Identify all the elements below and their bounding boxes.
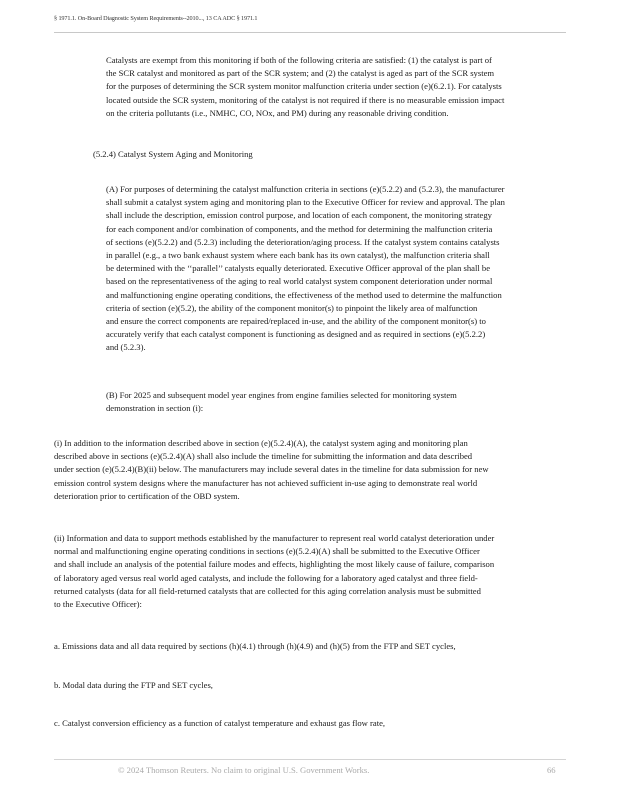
- list-item-a: a. Emissions data and all data required by sections (h)(4.1) through (h)(4.9) and (h)(5) from the FTP and SET cycles,: [54, 641, 456, 651]
- text-line: for the purposes of determining the SCR system monitor malfunction criteria under section (e)(6.2.1). For catalysts: [106, 81, 502, 92]
- text-line: to the Executive Officer):: [54, 599, 142, 610]
- text-line: and malfunctioning engine operating conditions, the effectiveness of the method used to determine the malfunction: [106, 289, 502, 300]
- text-line: shall include the description, emission control purpose, and location of each component, the monitoring strategy: [106, 210, 492, 221]
- text-line: (i) In addition to the information described above in section (e)(5.2.4)(A), the catalyst system aging and monitoring plan: [54, 438, 468, 448]
- page-number: 66: [547, 765, 556, 775]
- text-line: (B) For 2025 and subsequent model year engines from engine families selected for monitoring system: [106, 390, 457, 400]
- text-line: located outside the SCR system, monitoring of the catalyst is not required if there is no measurable emission impact: [106, 94, 505, 105]
- text-line: of laboratory aged versus real world aged catalysts, and include the following for a laboratory aged catalyst and three field-: [54, 572, 478, 583]
- text-line: criteria of section (e)(5.2), the ability of the component monitor(s) to pinpoint the likely area of malfunction: [106, 302, 478, 313]
- paragraph-aging-plan: [106, 183, 505, 355]
- text-line: and ensure the correct components are repaired/replaced in-use, and the ability of the component monitor(s) to: [106, 316, 486, 327]
- text-line: on the criteria pollutants (i.e., NMHC, CO, NOx, and PM) during any reasonable driving condition.: [106, 107, 449, 118]
- text-line: based on the representativeness of the aging to real world catalyst system component deterioration under normal: [106, 276, 493, 287]
- text-line: emission control system designs where the manufacturer has not achieved sufficient in-use aging to demonstrate real world: [54, 477, 478, 488]
- paragraph-2025-engines: [106, 389, 457, 415]
- list-item-b: b. Modal data during the FTP and SET cycles,: [54, 680, 213, 690]
- text-line: and shall include an analysis of the potential failure modes and effects, highlighting the most likely cause of failure, comparison: [54, 559, 495, 570]
- paragraph-catalyst-exemption: [106, 54, 504, 120]
- text-line: (A) For purposes of determining the catalyst malfunction criteria in sections (e)(5.2.2) and (5.2.3), the manufacturer: [106, 184, 505, 194]
- paragraph-item-i: [54, 437, 489, 503]
- text-line: for each component and/or combination of components, and the method for determining the malfunction criteria: [106, 223, 493, 234]
- text-line: demonstration in section (i):: [106, 403, 204, 414]
- text-line: shall submit a catalyst system aging and monitoring plan to the Executive Officer for review and approval. The plan: [106, 197, 505, 208]
- footer-divider: [54, 759, 566, 760]
- running-header: § 1971.1. On-Board Diagnostic System Requirements--2010..., 13 CA ADC § 1971.1: [54, 15, 258, 22]
- text-line: under section (e)(5.2.4)(B)(ii) below. The manufacturers may include several dates in the timeline for data submission for new: [54, 464, 489, 475]
- footer-copyright: © 2024 Thomson Reuters. No claim to original U.S. Government Works.: [118, 765, 370, 775]
- text-line: normal and malfunctioning engine operating conditions in sections (e)(5.2.4)(A) shall be submitted to the Executive Officer: [54, 546, 480, 557]
- text-line: of sections (e)(5.2.2) and (5.2.3) including the deterioration/aging process. If the catalyst system contains catalysts: [106, 236, 500, 247]
- text-line: described above in sections (e)(5.2.4)(A) shall also include the timeline for submitting the information and data described: [54, 451, 473, 462]
- text-line: (ii) Information and data to support methods established by the manufacturer to represent real world catalyst deterioration under: [54, 533, 495, 543]
- text-line: the SCR catalyst and monitored as part of the SCR system; and (2) the catalyst is aged as part of the SCR system: [106, 68, 495, 79]
- text-line: accurately verify that each catalyst component is functioning as designed and as required in sections (e)(5.2.2): [106, 329, 486, 340]
- paragraph-item-ii: [54, 532, 494, 611]
- text-line: deterioration prior to certification of the OBD system.: [54, 490, 240, 501]
- section-heading: (5.2.4) Catalyst System Aging and Monitoring: [93, 149, 253, 159]
- text-line: be determined with the ‘‘parallel’’ catalysts equally deteriorated. Executive Officer approval of the plan shall be: [106, 263, 491, 274]
- text-line: and (5.2.3).: [106, 342, 146, 353]
- text-line: returned catalysts (data for all field-returned catalysts that are collected for this aging correlation analysis must be submitted: [54, 585, 481, 596]
- text-line: Catalysts are exempt from this monitoring if both of the following criteria are satisfied: (1) the catalyst is part of: [106, 55, 492, 65]
- text-line: in parallel (e.g., a two bank exhaust system where each bank has its own catalyst), the malfunction criteria shall: [106, 250, 490, 261]
- list-item-c: c. Catalyst conversion efficiency as a function of catalyst temperature and exhaust gas flow rate,: [54, 718, 386, 728]
- header-divider: [54, 32, 566, 33]
